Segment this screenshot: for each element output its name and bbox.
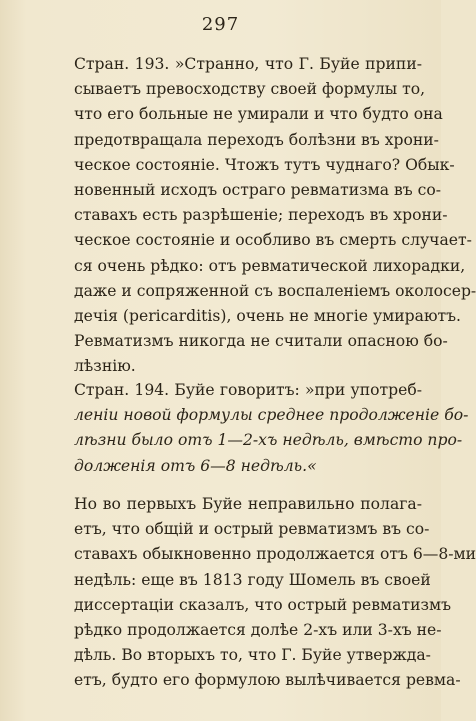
text-line: ставахъ обыкновенно продолжается отъ 6—8-ми (74, 545, 476, 564)
page-number: 297 (201, 14, 240, 35)
text-line: лѣзнію. (74, 357, 136, 376)
text-line: лѣзни было отъ 1—2-хъ недѣль, вмѣсто про- (74, 431, 463, 450)
text-line: етъ, что общій и острый ревматизмъ въ со- (74, 520, 430, 539)
text-line: ческое состояніе и особливо въ смерть случает- (74, 231, 472, 250)
paragraph-1 (74, 52, 476, 379)
text-line: что его больные не умирали и что будто она (74, 105, 443, 124)
text-line: долженія отъ 6—8 недѣль.« (74, 456, 317, 475)
paragraph-2 (74, 378, 469, 479)
text-line: Стран. 193. »Странно, что Г. Буйе припи- (74, 55, 422, 73)
text-line: леніи новой формулы среднее продолженіе бо- (74, 406, 469, 425)
text-line: новенный исходъ остраго ревматизма въ со- (74, 180, 442, 199)
text-line: Но во первыхъ Буйе неправильно полага- (74, 495, 422, 513)
text-line: недѣль: еще въ 1813 году Шомель въ своей (74, 570, 431, 589)
text-line: предотвращала переходъ болѣзни въ хрони- (74, 130, 439, 149)
text-line: даже и сопряженной съ воспаленіемъ околосер- (74, 281, 476, 300)
text-line: етъ, будто его формулою вылѣчивается ревма- (74, 671, 461, 690)
text-line: ся очень рѣдко: отъ ревматической лихорадки, (74, 256, 466, 275)
text-line: Стран. 194. Буйе говоритъ: »при употреб- (74, 381, 422, 399)
paragraph-3 (74, 492, 476, 694)
text-line: диссертаціи сказалъ, что острый ревматизмъ (74, 595, 452, 614)
text-line: сываетъ превосходству своей формулы то, (74, 80, 426, 99)
text-line: дѣль. Во вторыхъ то, что Г. Буйе утвержда- (74, 646, 431, 665)
text-line: Ревматизмъ никогда не считали опасною бо- (74, 332, 448, 351)
text-line: ставахъ есть разрѣшеніе; переходъ въ хрони- (74, 206, 448, 225)
text-line: ческое состояніе. Чтожъ тутъ чуднаго? Обык- (74, 155, 455, 174)
text-line: рѣдко продолжается долѣе 2-хъ или 3-хъ не- (74, 620, 442, 639)
text-line: дечія (pericarditis), очень не многіе умираютъ. (74, 306, 462, 325)
